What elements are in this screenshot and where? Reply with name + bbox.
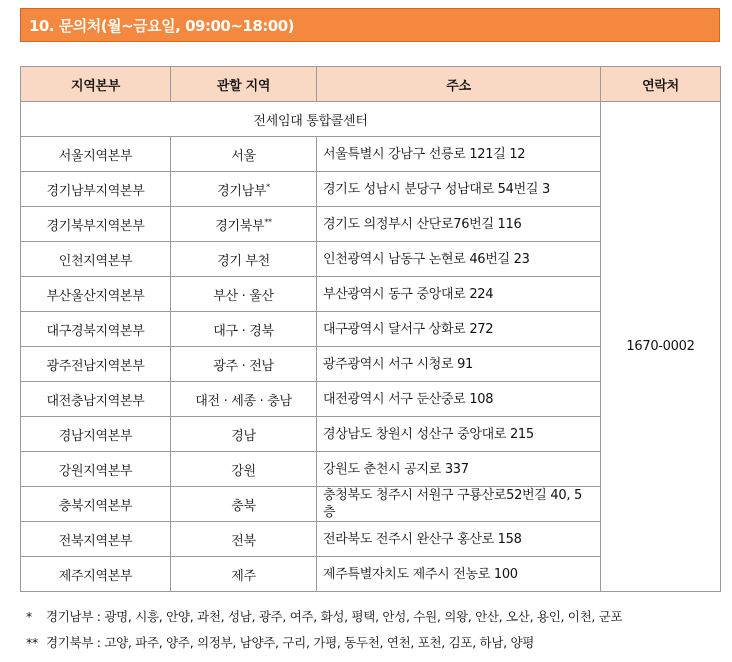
header-contact: 연락처	[601, 67, 721, 102]
area-cell	[171, 207, 317, 242]
area-cell	[171, 417, 317, 452]
area-cell	[171, 557, 317, 592]
address-cell: 인천광역시 남동구 논현로 46번길 23	[317, 242, 601, 277]
area-text: 경기남부	[217, 183, 267, 199]
area-text: 강원	[231, 463, 256, 479]
table-header-row	[21, 67, 721, 102]
hq-cell: 전북지역본부	[21, 522, 171, 557]
footnote-text: 경기남부 : 광명, 시흥, 안양, 과천, 성남, 광주, 여주, 화성, 평택, 안성, 수원, 의왕, 안산, 오산, 용인, 이천, 군포	[46, 609, 623, 624]
section-title: 10. 문의처(월~금요일, 09:00~18:00)	[20, 8, 720, 42]
contact-number: 1670-0002	[601, 102, 721, 592]
hq-cell: 광주전남지역본부	[21, 347, 171, 382]
area-text: 경기북부	[215, 218, 265, 234]
area-cell	[171, 487, 317, 522]
address-cell: 대전광역시 서구 둔산중로 108	[317, 382, 601, 417]
footnote-2	[26, 630, 726, 656]
area-text: 경남	[231, 428, 256, 444]
hq-cell: 제주지역본부	[21, 557, 171, 592]
area-cell	[171, 312, 317, 347]
header-area: 관할 지역	[171, 67, 317, 102]
footnote-1	[26, 604, 726, 630]
area-cell	[171, 452, 317, 487]
address-cell: 경기도 의정부시 산단로76번길 116	[317, 207, 601, 242]
area-text: 전북	[231, 533, 256, 549]
hq-cell: 강원지역본부	[21, 452, 171, 487]
hq-cell: 경기남부지역본부	[21, 172, 171, 207]
area-cell	[171, 277, 317, 312]
table-body	[21, 102, 721, 592]
address-cell: 강원도 춘천시 공지로 337	[317, 452, 601, 487]
contact-table	[20, 66, 721, 592]
area-text: 광주 · 전남	[213, 358, 274, 374]
call-center-row	[21, 102, 721, 137]
hq-cell: 경남지역본부	[21, 417, 171, 452]
area-text: 서울	[231, 148, 256, 164]
address-cell: 충청북도 청주시 서원구 구룡산로52번길 40, 5층	[317, 487, 601, 522]
area-text: 경기 부천	[217, 253, 270, 269]
area-cell	[171, 382, 317, 417]
area-cell	[171, 137, 317, 172]
area-text: 제주	[231, 568, 256, 584]
area-text: 대전 · 세종 · 충남	[195, 393, 292, 409]
header-hq: 지역본부	[21, 67, 171, 102]
footnote-text: 경기북부 : 고양, 파주, 양주, 의정부, 남양주, 구리, 가평, 동두천, 연천, 포천, 김포, 하남, 양평	[46, 635, 534, 650]
address-cell: 경상남도 창원시 성산구 중앙대로 215	[317, 417, 601, 452]
area-text: 충북	[231, 498, 256, 514]
area-text: 대구 · 경북	[213, 323, 274, 339]
address-cell: 전라북도 전주시 완산구 홍산로 158	[317, 522, 601, 557]
hq-cell: 대구경북지역본부	[21, 312, 171, 347]
footnote-mark: *	[26, 609, 32, 624]
address-cell: 대구광역시 달서구 상화로 272	[317, 312, 601, 347]
address-cell: 광주광역시 서구 시청로 91	[317, 347, 601, 382]
area-cell	[171, 242, 317, 277]
call-center-label: 전세임대 통합콜센터	[21, 102, 601, 137]
address-cell: 제주특별자치도 제주시 전농로 100	[317, 557, 601, 592]
hq-cell: 인천지역본부	[21, 242, 171, 277]
hq-cell: 서울지역본부	[21, 137, 171, 172]
address-cell: 경기도 성남시 분당구 성남대로 54번길 3	[317, 172, 601, 207]
hq-cell: 부산울산지역본부	[21, 277, 171, 312]
address-cell: 부산광역시 동구 중앙대로 224	[317, 277, 601, 312]
area-cell	[171, 522, 317, 557]
address-cell: 서울특별시 강남구 선릉로 121길 12	[317, 137, 601, 172]
area-text: 부산 · 울산	[213, 288, 274, 304]
area-cell	[171, 172, 317, 207]
footnote-ref: *	[266, 182, 270, 192]
footnote-mark: **	[26, 635, 38, 650]
hq-cell: 대전충남지역본부	[21, 382, 171, 417]
hq-cell: 경기북부지역본부	[21, 207, 171, 242]
hq-cell: 충북지역본부	[21, 487, 171, 522]
header-address: 주소	[317, 67, 601, 102]
footnotes	[26, 604, 726, 656]
footnote-ref: **	[264, 217, 272, 227]
area-cell	[171, 347, 317, 382]
